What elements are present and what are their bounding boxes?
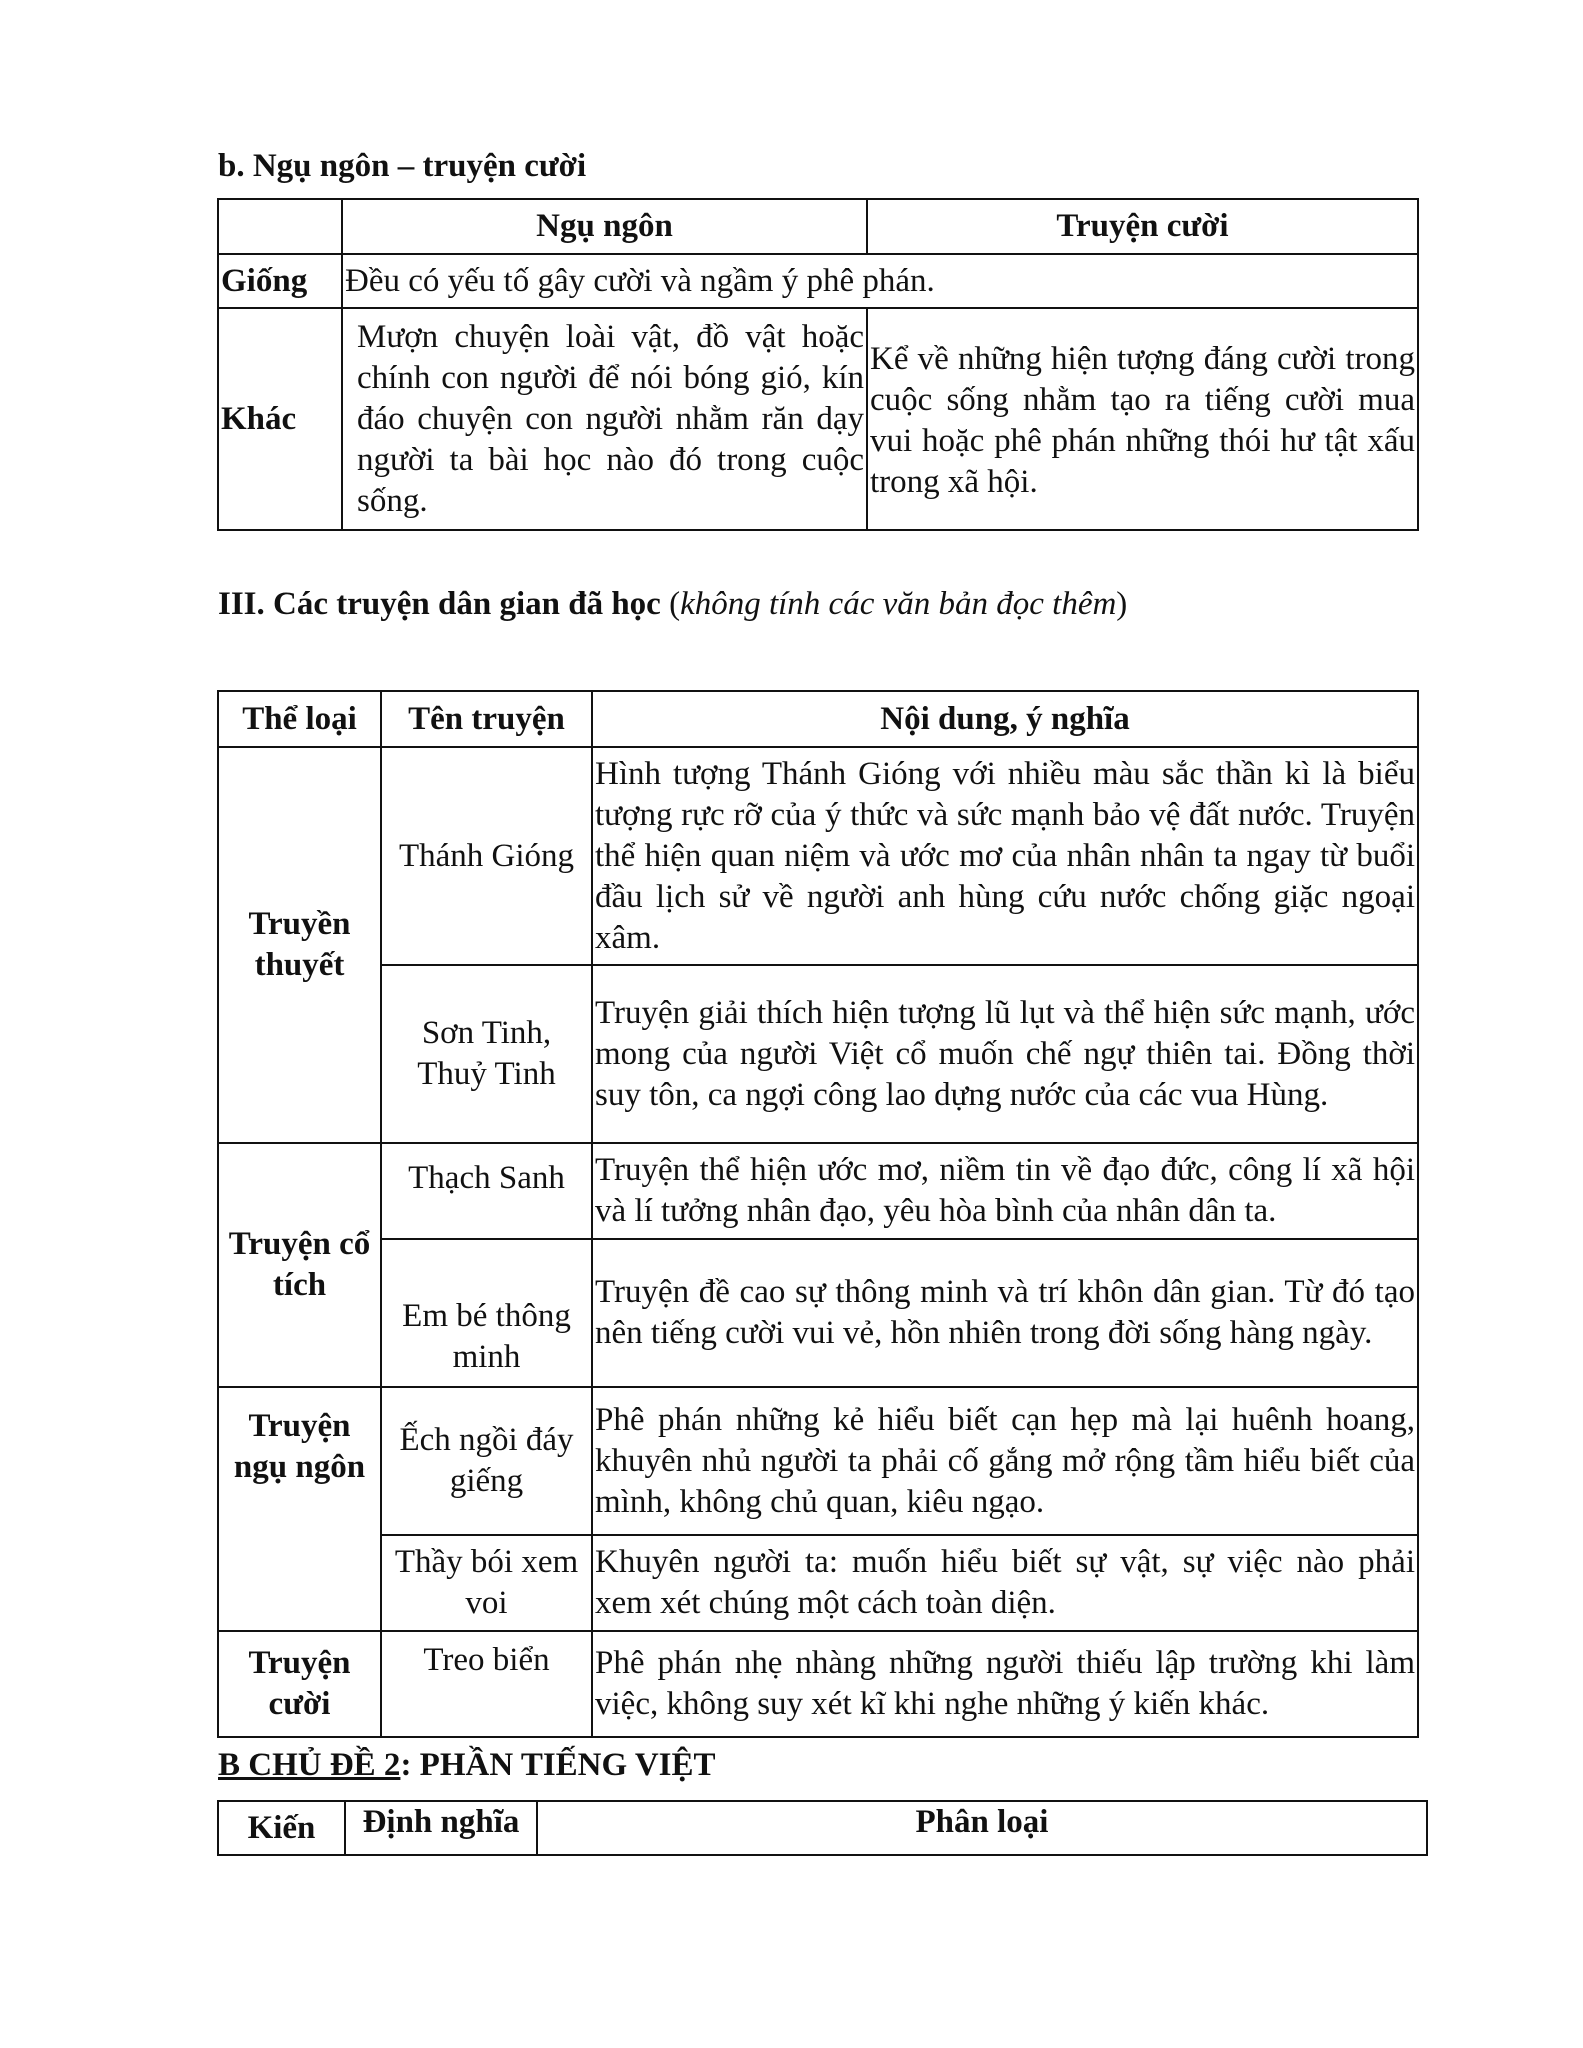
table-row [218, 747, 1418, 965]
row-giong [218, 254, 1418, 308]
header-ngu-ngon: Ngụ ngôn [342, 199, 867, 254]
section-iii-heading [218, 584, 1127, 625]
header-the-loai: Thể loại [218, 691, 381, 747]
section-iii-title: III. Các truyện dân gian đã học [218, 586, 661, 622]
section-iii-note-open: ( [660, 586, 681, 622]
comparison-header-row [218, 199, 1418, 254]
story-content: Truyện thể hiện ước mơ, niềm tin về đạo đức, công lí xã hội và lí tưởng nhân đạo, yêu hòa bình của nhân dân ta. [592, 1143, 1418, 1239]
story-content: Truyện giải thích hiện tượng lũ lụt và thể hiện sức mạnh, ước mong của người Việt cổ muốn chế ngự thiên tai. Đồng thời suy tôn, ca ngợi công lao dựng nước của các vua Hùng. [592, 965, 1418, 1143]
khac-ngu-ngon: Mượn chuyện loài vật, đồ vật hoặc chính con người để nói bóng gió, kín đáo chuyện con người nhằm răn dạy người ta bài học nào đó trong cuộc sống. [342, 308, 867, 530]
story-name: Ếch ngồi đáy giếng [381, 1387, 592, 1535]
story-name: Sơn Tinh, Thuỷ Tinh [381, 965, 592, 1143]
section-b2-title: B CHỦ ĐỀ 2 [218, 1747, 401, 1783]
row-khac [218, 308, 1418, 530]
section-iii-note: không tính các văn bản đọc thêm [680, 586, 1117, 622]
story-content: Phê phán những kẻ hiểu biết cạn hẹp mà lại huênh hoang, khuyên nhủ người ta phải cố gắng mở rộng tầm hiểu biết của mình, không chủ quan, kiêu ngạo. [592, 1387, 1418, 1535]
empty-header-cell [218, 199, 342, 254]
story-name: Em bé thông minh [381, 1239, 592, 1387]
story-content: Phê phán nhẹ nhàng những người thiếu lập trường khi làm việc, không suy xét kĩ khi nghe những ý kiến khác. [592, 1631, 1418, 1737]
story-name: Thánh Gióng [381, 747, 592, 965]
story-content: Truyện đề cao sự thông minh và trí khôn dân gian. Từ đó tạo nên tiếng cười vui vẻ, hồn nhiên trong đời sống hàng ngày. [592, 1239, 1418, 1387]
header-truyen-cuoi: Truyện cười [867, 199, 1418, 254]
table-row [218, 1387, 1418, 1535]
header-noi-dung: Nội dung, ý nghĩa [592, 691, 1418, 747]
row-giong-label: Giống [218, 254, 342, 308]
row-khac-label: Khác [218, 308, 342, 530]
header-dinh-nghia: Định nghĩa [345, 1801, 537, 1855]
genre-cell: Truyền thuyết [218, 747, 381, 1143]
section-b2-heading [218, 1745, 716, 1786]
table-row [218, 1535, 1418, 1631]
stories-header-row [218, 691, 1418, 747]
genre-cell: Truyện cổ tích [218, 1143, 381, 1387]
khac-truyen-cuoi: Kể về những hiện tượng đáng cười trong cuộc sống nhằm tạo ra tiếng cười mua vui hoặc phê phán những thói hư tật xấu trong xã hội. [867, 308, 1418, 530]
story-content: Khuyên người ta: muốn hiểu biết sự vật, sự việc nào phải xem xét chúng một cách toàn diện. [592, 1535, 1418, 1631]
table-row [218, 965, 1418, 1143]
section-b-heading: b. Ngụ ngôn – truyện cười [218, 148, 587, 184]
stories-table [217, 690, 1419, 1738]
tieng-viet-table [217, 1800, 1428, 1856]
header-phan-loai: Phân loại [537, 1801, 1427, 1855]
table-row [218, 1239, 1418, 1387]
story-name: Thạch Sanh [381, 1143, 592, 1239]
story-name: Thầy bói xem voi [381, 1535, 592, 1631]
section-iii-note-close: ) [1116, 586, 1128, 622]
table-row [218, 1631, 1418, 1737]
header-kien: Kiến [218, 1801, 345, 1855]
row-giong-text: Đều có yếu tố gây cười và ngầm ý phê phán. [342, 254, 1418, 308]
comparison-table [217, 198, 1419, 531]
genre-cell: Truyện cười [218, 1631, 381, 1737]
table-row [218, 1143, 1418, 1239]
story-content: Hình tượng Thánh Gióng với nhiều màu sắc thần kì là biểu tượng rực rỡ của ý thức và sức mạnh bảo vệ đất nước. Truyện thể hiện quan niệm và ước mơ của nhân nhân ta ngay từ buổi đầu lịch sử về người anh hùng cứu nước chống giặc ngoại xâm. [592, 747, 1418, 965]
tieng-viet-header-row [218, 1801, 1427, 1855]
section-b2-subtitle: : PHẦN TIẾNG VIỆT [400, 1747, 716, 1783]
genre-cell: Truyện ngụ ngôn [218, 1387, 381, 1631]
header-ten-truyen: Tên truyện [381, 691, 592, 747]
story-name: Treo biển [381, 1631, 592, 1737]
